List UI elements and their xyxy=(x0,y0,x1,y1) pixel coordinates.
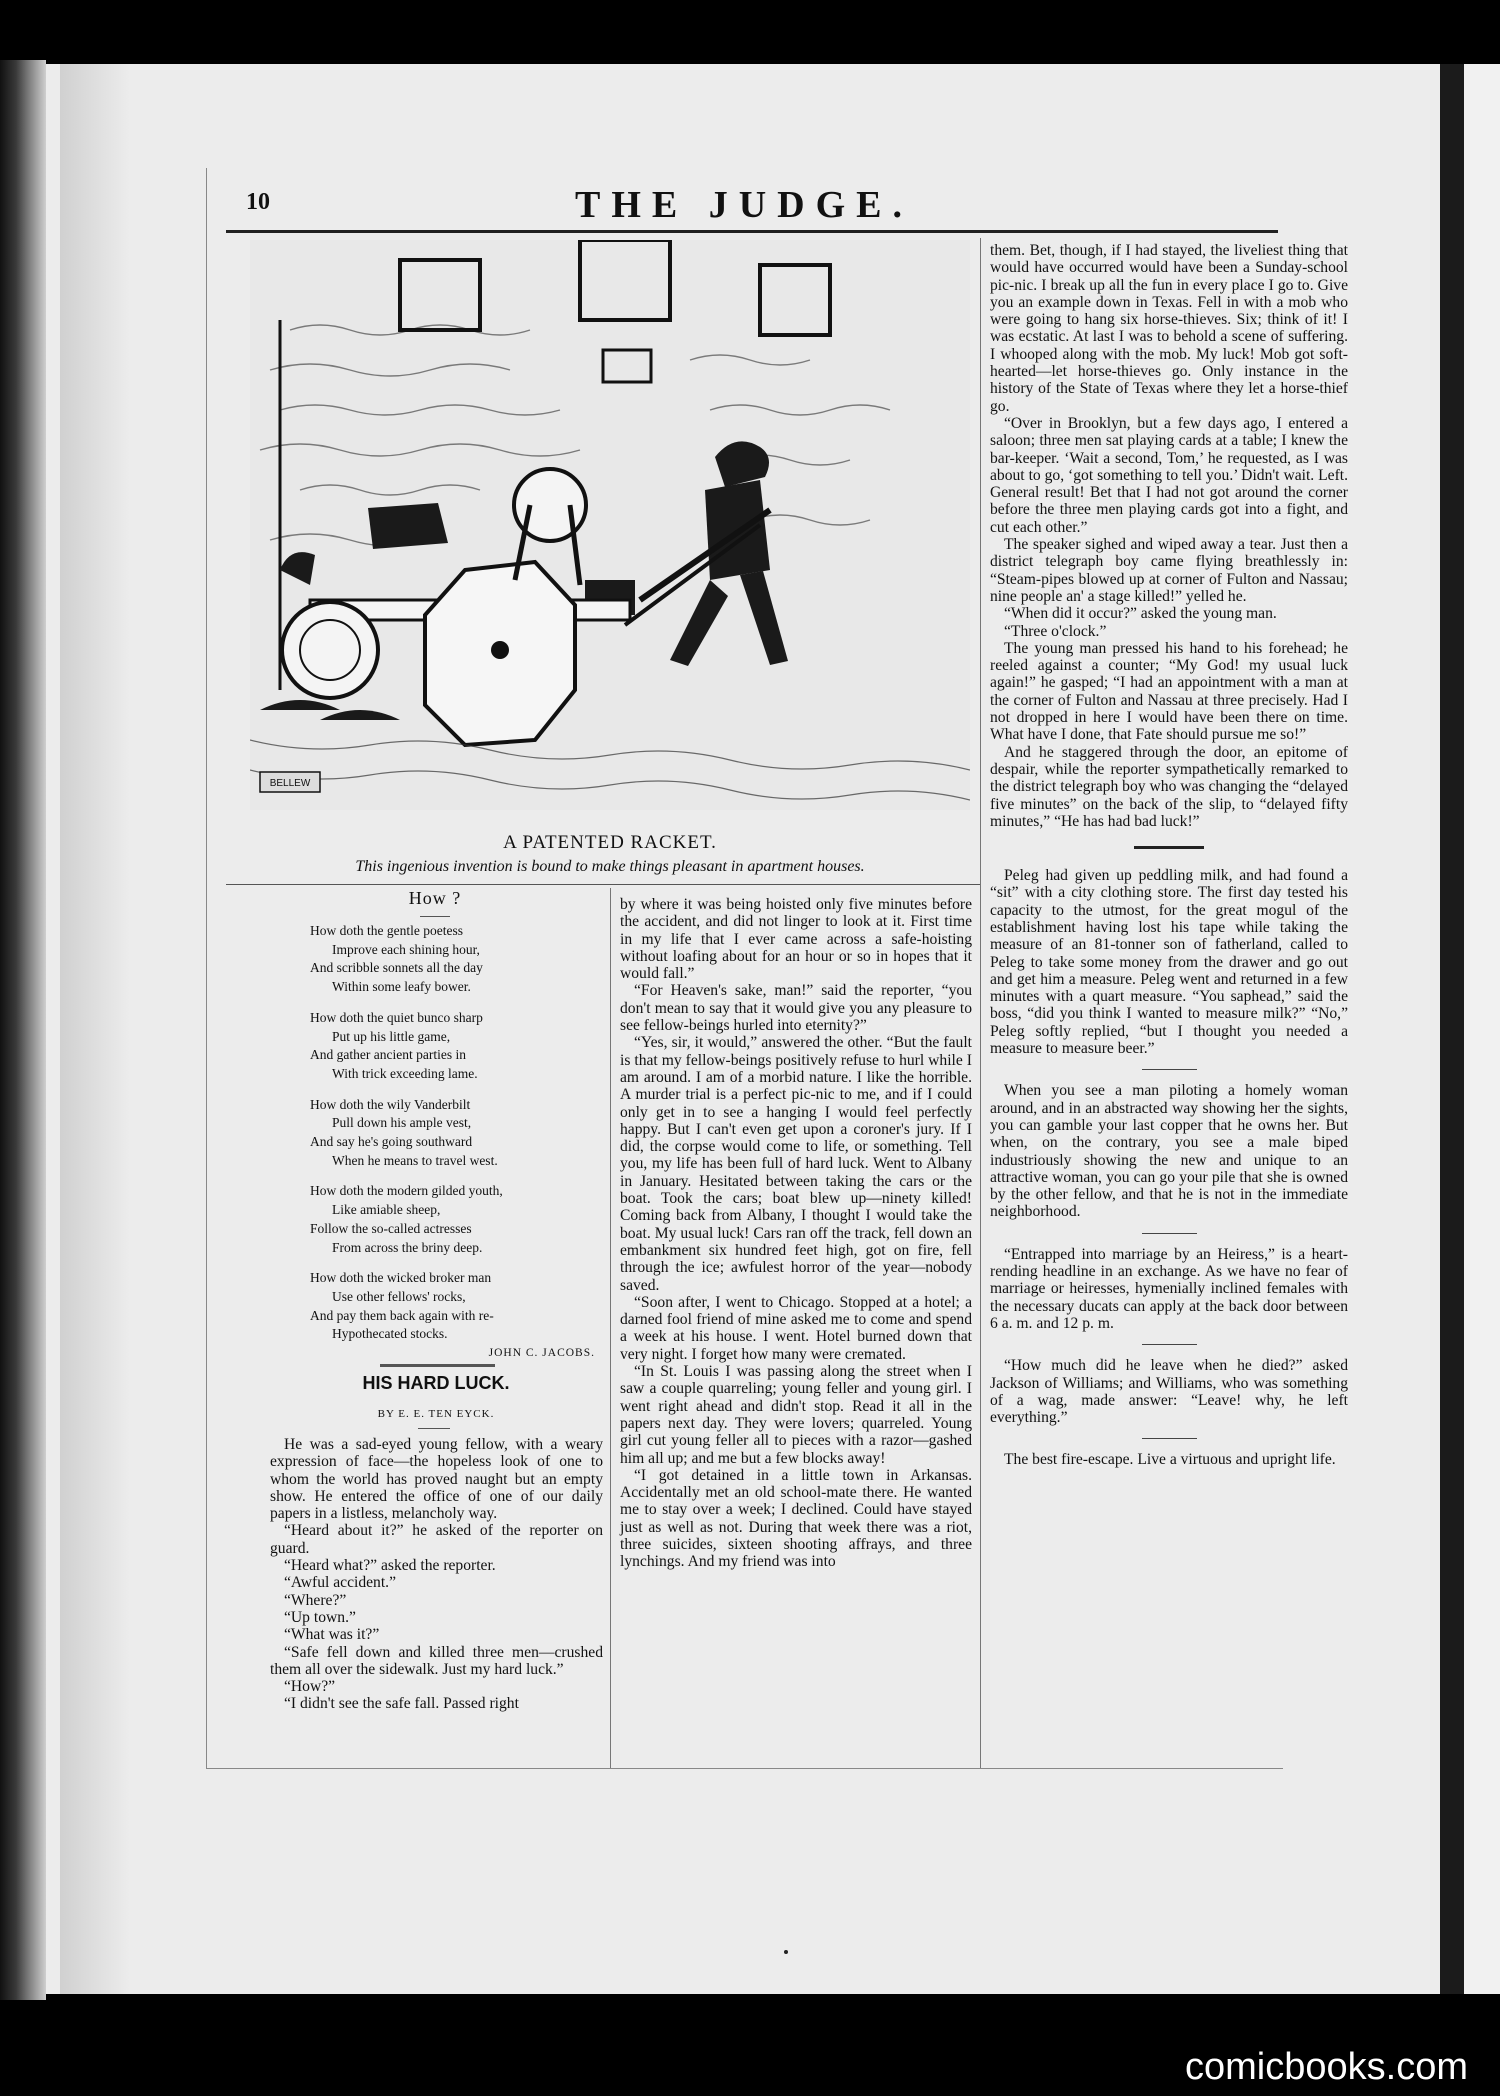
poem-line: Pull down his ample vest, xyxy=(332,1115,472,1131)
section-rule xyxy=(1134,846,1204,849)
poem-stanza xyxy=(310,1096,580,1171)
poem-line: Follow the so-called actresses xyxy=(310,1220,472,1236)
paragraph-when: When you see a man piloting a homely woman around, and in an abstracted way showing her the sights, you can gamble your last copper that he owns her. But when, on the contrary, you see a male biped industriously showing the new and unique to an attractive woman, you can go your pile that she is owned by the other fellow, and that he is not in the immediate neighborhood. xyxy=(990,1082,1348,1221)
paragraph: “For Heaven's sake, man!” said the reporter, “you don't mean to say that it would give you any pleasure to see fellow-beings hurled into eternity?” xyxy=(620,982,972,1035)
item-rule xyxy=(1142,1233,1197,1234)
poem-line: And scribble sonnets all the day xyxy=(310,960,483,976)
facing-page-edge xyxy=(1464,64,1500,1994)
poem-body xyxy=(310,922,580,1356)
item-rule xyxy=(1142,1069,1197,1070)
paragraph-peleg: Peleg had given up peddling milk, and had found a “sit” with a city clothing store. The first day tested his capacity to the utmost, for the great mogul of the establishment having lost his tape while taking the measure of an 81-tonner son of fatherland, called to Peleg to take some money from the drawer and go out and get him a measure. Peleg went and returned in a few minutes with a quart measure. “You saphead,” said the boss, “did you think I wanted to measure milk?” “No,” Peleg softly replied, “but I thought you needed a measure to measure beer.” xyxy=(990,867,1348,1058)
poem-line: Hypothecated stocks. xyxy=(332,1326,448,1342)
paragraph: “Three o'clock.” xyxy=(1004,622,1107,640)
poem-line: Improve each shining hour, xyxy=(332,941,480,957)
paragraph: “Soon after, I went to Chicago. Stopped at a hotel; a darned fool friend of mine asked me to come and spend a week at his house. I went. Hotel burned down that very night. I forget how many were cremated. xyxy=(620,1293,972,1363)
paragraph-fire-escape: The best fire-escape. Live a virtuous and upright life. xyxy=(1004,1451,1336,1469)
paragraph: “Heard what?” asked the reporter. xyxy=(284,1557,496,1575)
poem-line: And gather ancient parties in xyxy=(310,1047,466,1063)
paragraph: “I got detained in a little town in Arkansas. Accidentally met an old school-mate there. He wanted me to stay over a week; I declined. Could have stayed just as well as not. During that week there was a riot, three suicides, sixteen shooting affrays, and three lynchings. And my friend was into xyxy=(620,1466,972,1571)
poem-line: How doth the wicked broker man xyxy=(310,1270,492,1286)
patented-racket-illustration xyxy=(250,240,970,810)
poem-line: How doth the quiet bunco sharp xyxy=(310,1009,483,1025)
poem-line: From across the briny deep. xyxy=(332,1239,483,1255)
byline-rule xyxy=(418,1428,450,1429)
story-title: HIS HARD LUCK. xyxy=(362,1373,510,1393)
item-rule xyxy=(1142,1438,1197,1439)
poem-line: Use other fellows' rocks, xyxy=(332,1288,466,1304)
poem-line: How doth the gentle poetess xyxy=(310,923,463,938)
poem-title-rule xyxy=(420,916,450,917)
poem-line: Put up his little game, xyxy=(332,1028,451,1044)
page-gutter-shadow xyxy=(60,64,130,1994)
story-byline: BY E. E. TEN EYCK. xyxy=(377,1408,495,1420)
paragraph: “When did it occur?” asked the young man. xyxy=(1004,605,1277,623)
paragraph: “How?” xyxy=(284,1678,336,1696)
paragraph-entrapped: “Entrapped into marriage by an Heiress,” is a heart-rending headline in an exchange. As we have no fear of marriage or heiresses, hymenially inclined females with the necessary ducats can apply at the back door between 6 a. m. and 12 p. m. xyxy=(990,1245,1348,1332)
paragraph: “Yes, sir, it would,” answered the other. “But the fault is that my fellow-beings positively refuse to hurl while I am around. I am of a morbid nature. I like the horrible. A murder trial is a perfect pic-nic to me, and if I could only get in to see a hanging I would feel perfectly happy. But I can't even get upon a coroner's jury. If I did, the corpse would come to life, or something. Tell you, my life has been full of hard luck. Went to Albany in January. Hesitated between taking the cars or the boat. Took the cars; boat blew up—ninety killed! Coming back from Albany, I thought I would take the boat. My usual luck! Cars ran off the track, fell down an embankment six hundred feet high, got on fire, fell through the ice; awfulest horror of the year—nobody saved. xyxy=(620,1034,972,1294)
paragraph: “What was it?” xyxy=(284,1626,380,1644)
column-divider xyxy=(610,888,611,1768)
poem-stanza xyxy=(310,1182,580,1257)
paragraph-leave: “How much did he leave when he died?” asked Jackson of Williams; and Williams, who was something of a wag, made answer: “Leave! why, he left everything.” xyxy=(990,1357,1348,1427)
paragraph: by where it was being hoisted only five minutes before the accident, and did not linger to look at it. First time in my life that I ever came across a safe-hoisting without loafing about for an hour or so in hopes that it would fall.” xyxy=(620,896,972,983)
site-watermark: comicbooks.com xyxy=(1185,2046,1468,2088)
item-rule xyxy=(1142,1344,1197,1345)
paragraph: “Awful accident.” xyxy=(284,1574,396,1592)
paragraph: “I didn't see the safe fall. Passed right xyxy=(284,1695,519,1713)
story-column-1 xyxy=(270,1436,603,1713)
poem-stanza xyxy=(310,1009,580,1084)
paragraph: “Heard about it?” he asked of the reporter on guard. xyxy=(270,1522,603,1557)
poem-line: With trick exceeding lame. xyxy=(332,1065,478,1081)
paragraph: The young man pressed his hand to his forehead; he reeled against a counter; “My God! my usual luck again!” he gasped; “I had an appointment with a man at the corner of Fulton and Nassau at three precisely. Had I not dropped in here I would have been there on time. What have I done, that Fate should pursue me so!” xyxy=(990,639,1348,744)
paragraph: “Safe fell down and killed three men—crushed them all over the sidewalk. Just my hard luck.” xyxy=(270,1643,603,1678)
paragraph: “Up town.” xyxy=(284,1608,356,1626)
paragraph: The speaker sighed and wiped away a tear. Just then a district telegraph boy came flying breathlessly in: “Steam-pipes blowed up at corner of Fulton and Nassau; nine people an' a stage killed!” yelled he. xyxy=(990,536,1348,605)
poem-line: How doth the wily Vanderbilt xyxy=(310,1096,471,1112)
artist-signature: BELLEW xyxy=(269,778,311,789)
paragraph: He was a sad-eyed young fellow, with a weary expression of face—the hopeless look of one to whom the world has proved naught but an empty show. He entered the office of one of our daily papers in a listless, melancholy way. xyxy=(270,1436,603,1523)
caption-rule xyxy=(226,884,981,885)
column-divider xyxy=(980,238,981,1768)
story-column-2 xyxy=(620,896,972,1571)
print-speck xyxy=(784,1950,788,1954)
poem-line: When he means to travel west. xyxy=(332,1152,498,1168)
binding-edge xyxy=(0,60,46,2000)
poem-line: Like amiable sheep, xyxy=(332,1202,441,1218)
poem-line: How doth the modern gilded youth, xyxy=(310,1183,503,1199)
poem-line: Within some leafy bower. xyxy=(332,979,471,995)
paragraph: “Where?” xyxy=(284,1591,347,1609)
poem-stanza xyxy=(310,1269,580,1344)
section-rule xyxy=(380,1364,495,1367)
poem-title: How ? xyxy=(408,888,462,908)
illustration-caption-subtitle: This ingenious invention is bound to make things pleasant in apartment houses. xyxy=(355,858,865,875)
paragraph: And he staggered through the door, an epitome of despair, while the reporter sympathetically remarked to the district telegraph boy who was changing the “delayed five minutes” on the back of the slip, to “delayed fifty minutes,” “He has had bad luck!” xyxy=(990,743,1348,830)
masthead-title: THE JUDGE. xyxy=(574,184,914,226)
illustration-caption-title: A PATENTED RACKET. xyxy=(503,832,717,853)
page-number: 10 xyxy=(246,189,270,215)
paragraph: them. Bet, though, if I had stayed, the liveliest thing that would have occurred would have been a Sunday-school pic-nic. I break up all the fun in every place I go to. Give you an example down in Texas. Fell in with a mob who were going to hang six horse-thieves. Six; think of it! I was ecstatic. At last I was to behold a scene of suffering. I whooped along with the mob. My luck! Mob got soft-hearted—let horse-thieves go. Only instance in the history of the State of Texas where they let a horse-thief go. xyxy=(990,242,1348,415)
page-header xyxy=(206,175,1282,235)
facing-page-gap xyxy=(1440,64,1464,1994)
poem-line: And pay them back again with re- xyxy=(310,1307,494,1323)
poem-stanza xyxy=(310,922,580,997)
paragraph: “Over in Brooklyn, but a few days ago, I entered a saloon; three men sat playing cards at a table; I knew the bar-keeper. ‘Wait a second, Tom,’ he requested, as I was about to go, ‘got something to tell you.’ Didn't wait. Left. General result! Bet that I had not got around the corner before the three men playing cards got into a fight, and cut each other.” xyxy=(990,414,1348,536)
poem-author: JOHN C. JACOBS. xyxy=(488,1347,595,1359)
paragraph: “In St. Louis I was passing along the street when I saw a couple quarreling; young feller and young girl. I went right ahead and didn't stop. Read it all in the papers next day. They were lovers; quarreled. Young girl cut young feller all to pieces with a razor—gashed him all up; and me but a few blocks away! xyxy=(620,1363,972,1467)
header-rule xyxy=(226,230,1278,233)
story-column-3 xyxy=(990,242,1348,1469)
poem-line: And say he's going southward xyxy=(310,1134,473,1150)
